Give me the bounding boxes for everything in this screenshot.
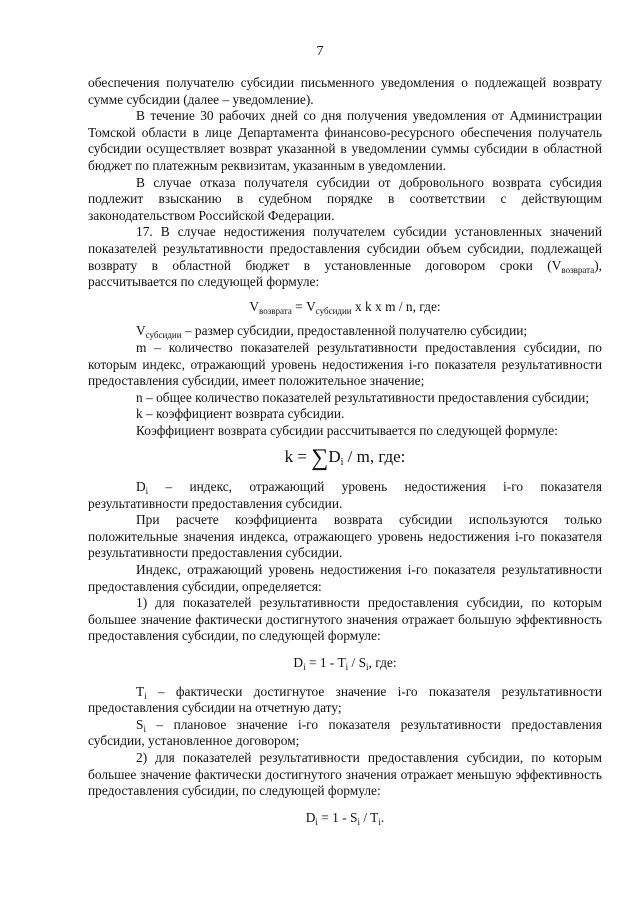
subscript: i xyxy=(345,662,349,672)
paragraph: 2) для показателей результативности предоставления субсидии, по которым большее значение фактически достигнутого значения отражает меньшую эффективность предоставления субсидии, по следующей формуле: xyxy=(88,749,602,799)
formula-text: V xyxy=(249,298,260,314)
formula-text: D xyxy=(328,447,341,467)
text: – размер субсидии, предоставленной получателю субсидии; xyxy=(181,323,528,339)
subscript: возврата xyxy=(561,264,595,275)
definition-n: n – общее количество показателей результативности предоставления субсидии; xyxy=(136,389,590,405)
text: ), рассчитывается по следующей формуле: xyxy=(88,257,602,290)
formula-text: = 1 - S xyxy=(317,809,358,825)
text: T xyxy=(136,683,145,699)
definition-d xyxy=(88,479,602,512)
subscript: i xyxy=(357,816,360,827)
subscript: i xyxy=(315,816,318,827)
formula-text: D xyxy=(293,655,304,670)
subscript: субсидии xyxy=(315,305,352,316)
formula-d-1 xyxy=(88,655,602,672)
paragraph: Индекс, отражающий уровень недостижения i-го показателя результативности предоставления субсидии, определяется: xyxy=(88,562,602,594)
formula-v-return xyxy=(88,299,602,316)
subscript: i xyxy=(366,662,369,672)
page-number: 7 xyxy=(316,44,324,59)
definition-s xyxy=(88,717,602,750)
definition-k: k – коэффициент возврата субсидии. xyxy=(136,406,345,422)
formula-text: / T xyxy=(360,809,379,825)
formula-text: , где: xyxy=(368,655,397,670)
subscript: i xyxy=(303,662,306,672)
definition-t xyxy=(88,684,602,717)
subscript: i xyxy=(144,690,147,701)
subscript: i xyxy=(143,723,146,734)
definition-m: m – количество показателей результативности предоставления субсидии, по которым индекс, отражающий уровень недостижения i-го показателя результативности предоставления субсидии, имеет положительное значение; xyxy=(88,339,602,389)
text: – фактически достигнутое значение i-го показателя результативности предоставления субсидии на отчетную дату; xyxy=(88,683,602,716)
subscript: возврата xyxy=(259,305,292,316)
formula-text: x k x m / n, где: xyxy=(351,298,441,314)
paragraph: обеспечения получателю субсидии письменного уведомления о подлежащей возврату сумме субсидии (далее – уведомление). xyxy=(88,75,602,107)
paragraph: В течение 30 рабочих дней со дня получения уведомления от Администрации Томской области в лице Департамента финансово-ресурсного обеспечения получатель субсидии осуществляет возврат указанной в уведомлении суммы субсидии в областной бюджет по платежным реквизитам, указанным в уведомлении. xyxy=(88,108,602,173)
subscript: субсидии xyxy=(145,330,182,341)
subscript: i xyxy=(378,816,381,827)
text: 17. В случае недостижения получателем субсидии установленных значений показателей результативности предоставления субсидии объем субсидии, подлежащей возврату в областной бюджет в установленные договором сроки (V xyxy=(88,224,602,273)
formula-k xyxy=(88,445,602,472)
paragraph: 1) для показателей результативности предоставления субсидии, по которым большее значение фактически достигнутого значения отражает большую эффективность предоставления субсидии, по следующей формуле: xyxy=(88,595,602,644)
formula-text: / S xyxy=(348,655,367,670)
definition-v-subsidy xyxy=(88,323,602,340)
paragraph: При расчете коэффициента возврата субсидии используются только положительные значения индекса, отражающего уровень недостижения i-го показателя результативности предоставления субсидии. xyxy=(88,512,602,561)
formula-text: k = xyxy=(284,447,312,467)
text: D xyxy=(136,479,146,495)
text: S xyxy=(136,716,144,732)
sum-symbol: ∑ xyxy=(311,445,329,472)
paragraph: В случае отказа получателя субсидии от добровольного возврата субсидия подлежит взысканию в судебном порядке в соответствии с действующим законодательством Российской Федерации. xyxy=(88,174,602,223)
document-body xyxy=(88,75,602,826)
text: – плановое значение i-го показателя результативности предоставления субсидии, установленное договором; xyxy=(88,716,602,749)
text: – индекс, отражающий уровень недостижения i-го показателя результативности предоставления субсидии. xyxy=(88,479,602,511)
formula-text: . xyxy=(380,809,385,825)
paragraph: Коэффициент возврата субсидии рассчитывается по следующей формуле: xyxy=(136,422,558,438)
formula-text: = V xyxy=(291,298,316,314)
subscript: i xyxy=(340,457,344,469)
text: V xyxy=(136,323,146,339)
formula-text: D xyxy=(305,809,316,825)
formula-text: / m, где: xyxy=(343,447,406,467)
subscript: i xyxy=(145,486,149,497)
paragraph-17 xyxy=(88,224,602,290)
formula-d-2 xyxy=(88,810,602,827)
formula-text: = 1 - T xyxy=(305,655,346,670)
